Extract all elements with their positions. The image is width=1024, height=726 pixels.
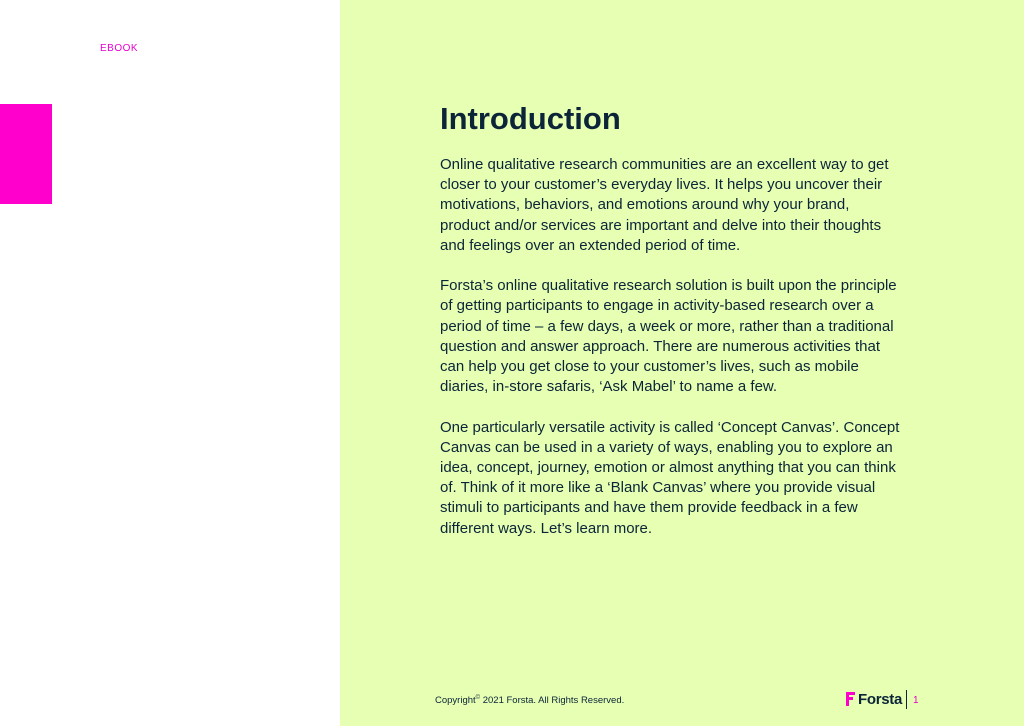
forsta-logo-icon bbox=[846, 692, 855, 706]
body-text bbox=[440, 155, 902, 559]
copyright-notice: Copyright© 2021 Forsta. All Rights Reserved. bbox=[435, 695, 625, 707]
forsta-logo bbox=[846, 690, 902, 708]
logo-text: Forsta bbox=[858, 690, 903, 708]
accent-bar bbox=[0, 104, 52, 204]
page-number: 1 bbox=[913, 695, 919, 706]
paragraph-solution: Forsta’s online qualitative research solution is built upon the principle of getting participants to engage in activity-based research over a period of time – a few days, a week or more, rather than a traditional question and answer approach. There are numerous activities that can help you get close to your customer’s lives, such as mobile diaries, in-store safaris, ‘Ask Mabel’ to name a few. bbox=[440, 277, 897, 396]
ebook-label: EBOOK bbox=[100, 43, 139, 54]
paragraph-intro: Online qualitative research communities are an excellent way to get closer to your customer’s everyday lives. It helps you uncover their motivations, behaviors, and emotions around why your brand, product and/or services are important and delve into their thoughts and feelings over an extended period of time. bbox=[440, 156, 889, 254]
page-title: Introduction bbox=[440, 101, 621, 136]
footer-divider bbox=[906, 690, 907, 709]
paragraph-concept-canvas: One particularly versatile activity is called ‘Concept Canvas’. Concept Canvas can be used in a variety of ways, enabling you to explore an idea, concept, journey, emotion or almost anything that you can think of. Think of it more like a ‘Blank Canvas’ where you provide visual stimuli to participants and have them provide feedback in a few different ways. Let’s learn more. bbox=[440, 418, 900, 537]
